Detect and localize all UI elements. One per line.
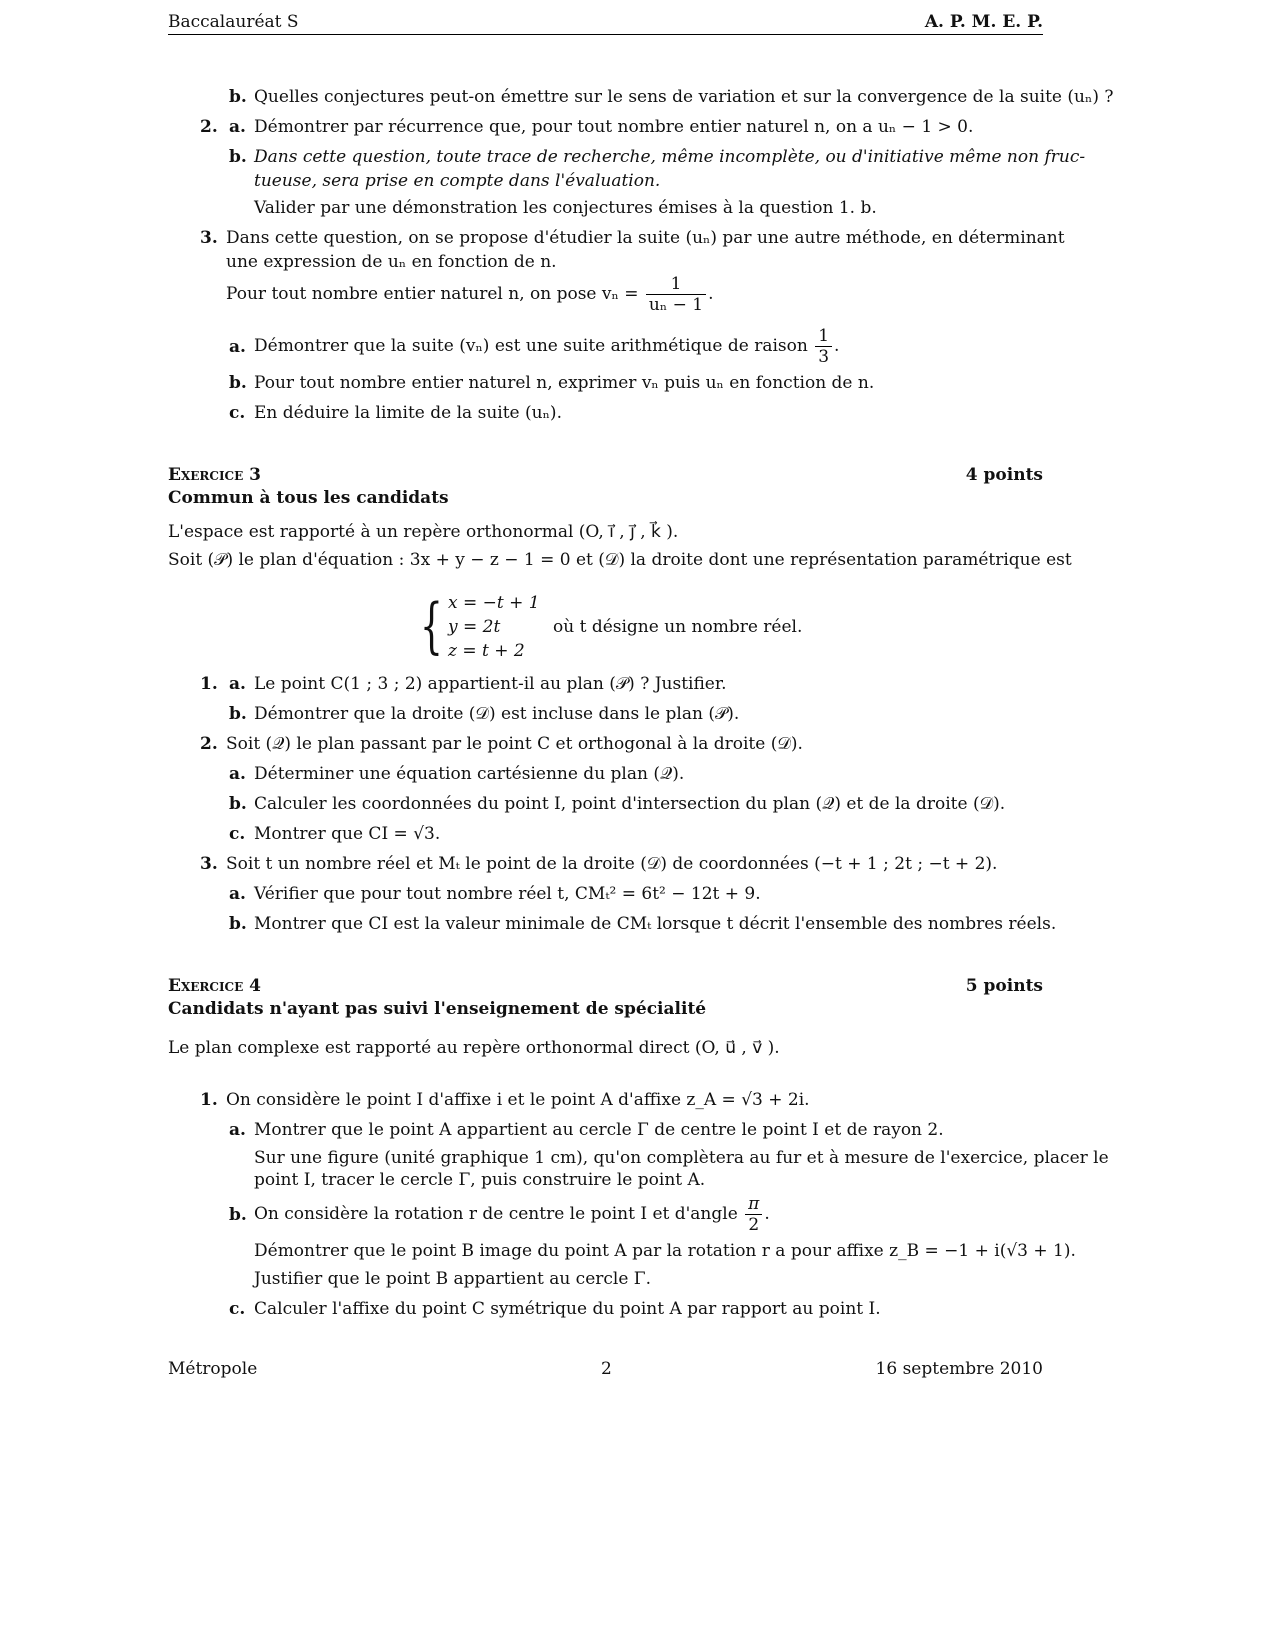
denominator: 2 <box>745 1214 762 1235</box>
fraction <box>815 326 832 367</box>
question-text: Calculer les coordonnées du point I, point d'intersection du plan (𝒬) et de la droite (𝒟). <box>254 794 1006 814</box>
label: a. <box>229 337 246 357</box>
question-text: Calculer l'affixe du point C symétrique du point A par rapport au point I. <box>254 1299 881 1319</box>
label: a. <box>229 1120 246 1140</box>
numerator: π <box>748 1194 760 1214</box>
label: c. <box>229 824 246 844</box>
label: 2. <box>200 734 218 754</box>
label: b. <box>229 914 247 934</box>
denominator: uₙ − 1 <box>646 294 706 315</box>
label: a. <box>229 884 246 904</box>
label: b. <box>229 147 247 167</box>
label: a. <box>229 117 246 137</box>
exercise-title: Exercice 4 <box>168 976 261 996</box>
question-text: Montrer que CI = √3. <box>254 824 441 844</box>
question-text: Justifier que le point B appartient au cercle Γ. <box>254 1269 652 1289</box>
text: Pour tout nombre entier naturel n, on pose vₙ = <box>226 284 639 304</box>
label: b. <box>229 373 247 393</box>
system-note: où t désigne un nombre réel. <box>553 617 803 637</box>
label: b. <box>229 87 247 107</box>
numerator: 1 <box>818 326 830 346</box>
label: c. <box>229 403 246 423</box>
footer-right: 16 septembre 2010 <box>875 1359 1043 1379</box>
exercise-title: Exercice 3 <box>168 465 261 485</box>
question-text: Montrer que CI est la valeur minimale de CMₜ lorsque t décrit l'ensemble des nombres réels. <box>254 914 1057 934</box>
header-left: Baccalauréat S <box>168 12 299 32</box>
exercise-points: 4 points <box>965 465 1043 485</box>
question-text: tueuse, sera prise en compte dans l'évaluation. <box>254 171 661 191</box>
question-text: On considère le point I d'affixe i et le point A d'affixe z_A = √3 + 2i. <box>226 1090 810 1110</box>
question-text: Vérifier que pour tout nombre réel t, CMₜ² = 6t² − 12t + 9. <box>254 884 761 904</box>
intro-text: Soit (𝒫) le plan d'équation : 3x + y − z − 1 = 0 et (𝒟) la droite dont une représentation paramétrique est <box>168 550 1072 570</box>
question-text <box>254 1194 770 1235</box>
question-text: Dans cette question, on se propose d'étudier la suite (uₙ) par une autre méthode, en déterminant <box>226 228 1065 248</box>
numerator: 1 <box>670 274 682 294</box>
period: . <box>764 1204 770 1224</box>
equation: y = 2t <box>448 617 501 637</box>
period: . <box>834 336 840 356</box>
question-text: Soit (𝒬) le plan passant par le point C et orthogonal à la droite (𝒟). <box>226 734 803 754</box>
exercise-subtitle: Candidats n'ayant pas suivi l'enseignement de spécialité <box>168 999 707 1019</box>
label: 2. <box>200 117 218 137</box>
page-number: 2 <box>601 1359 612 1379</box>
footer-left: Métropole <box>168 1359 258 1379</box>
exercise-points: 5 points <box>965 976 1043 996</box>
text: Démontrer que la suite (vₙ) est une suite arithmétique de raison <box>254 336 808 356</box>
intro-text: L'espace est rapporté à un repère orthonormal (O, i⃗ , j⃗ , k⃗ ). <box>168 522 679 542</box>
question-text: Pour tout nombre entier naturel n, exprimer vₙ puis uₙ en fonction de n. <box>254 373 875 393</box>
question-text: point I, tracer le cercle Γ, puis construire le point A. <box>254 1170 706 1190</box>
question-text: Dans cette question, toute trace de recherche, même incomplète, ou d'initiative même non fruc- <box>254 147 1086 167</box>
label: b. <box>229 794 247 814</box>
question-text: En déduire la limite de la suite (uₙ). <box>254 403 562 423</box>
equation: x = −t + 1 <box>448 593 540 613</box>
equation: z = t + 2 <box>448 641 525 661</box>
label: 3. <box>200 228 218 248</box>
question-text: Quelles conjectures peut-on émettre sur le sens de variation et sur la convergence de la suite (uₙ) ? <box>254 87 1114 107</box>
fraction <box>745 1194 762 1235</box>
brace: { <box>420 591 443 661</box>
question-text: Sur une figure (unité graphique 1 cm), qu'on complètera au fur et à mesure de l'exercice, placer le <box>254 1148 1109 1168</box>
label: c. <box>229 1299 246 1319</box>
intro-text: Le plan complexe est rapporté au repère orthonormal direct (O, u⃗ , v⃗ ). <box>168 1038 780 1058</box>
label: 1. <box>200 1090 218 1110</box>
denominator: 3 <box>815 346 832 367</box>
exercise-subtitle: Commun à tous les candidats <box>168 488 449 508</box>
label: 1. <box>200 674 218 694</box>
question-text: Montrer que le point A appartient au cercle Γ de centre le point I et de rayon 2. <box>254 1120 944 1140</box>
question-text: Valider par une démonstration les conjectures émises à la question 1. b. <box>254 198 877 218</box>
question-text <box>254 326 839 367</box>
text: On considère la rotation r de centre le point I et d'angle <box>254 1204 738 1224</box>
question-text: Démontrer par récurrence que, pour tout nombre entier naturel n, on a uₙ − 1 > 0. <box>254 117 974 137</box>
period: . <box>708 284 714 304</box>
label: 3. <box>200 854 218 874</box>
question-text: Démontrer que le point B image du point A par la rotation r a pour affixe z_B = −1 + i(√3 + 1). <box>254 1241 1076 1261</box>
question-text: une expression de uₙ en fonction de n. <box>226 252 557 272</box>
question-text: Soit t un nombre réel et Mₜ le point de la droite (𝒟) de coordonnées (−t + 1 ; 2t ; −t + 2). <box>226 854 998 874</box>
header-rule <box>168 34 1043 35</box>
question-text: Le point C(1 ; 3 ; 2) appartient-il au plan (𝒫) ? Justifier. <box>254 674 727 694</box>
question-text: Démontrer que la droite (𝒟) est incluse dans le plan (𝒫). <box>254 704 740 724</box>
fraction <box>646 274 706 315</box>
question-text <box>226 274 714 315</box>
label: a. <box>229 674 246 694</box>
question-text: Déterminer une équation cartésienne du plan (𝒬). <box>254 764 685 784</box>
label: b. <box>229 1205 247 1225</box>
header-right: A. P. M. E. P. <box>924 12 1043 32</box>
label: b. <box>229 704 247 724</box>
label: a. <box>229 764 246 784</box>
